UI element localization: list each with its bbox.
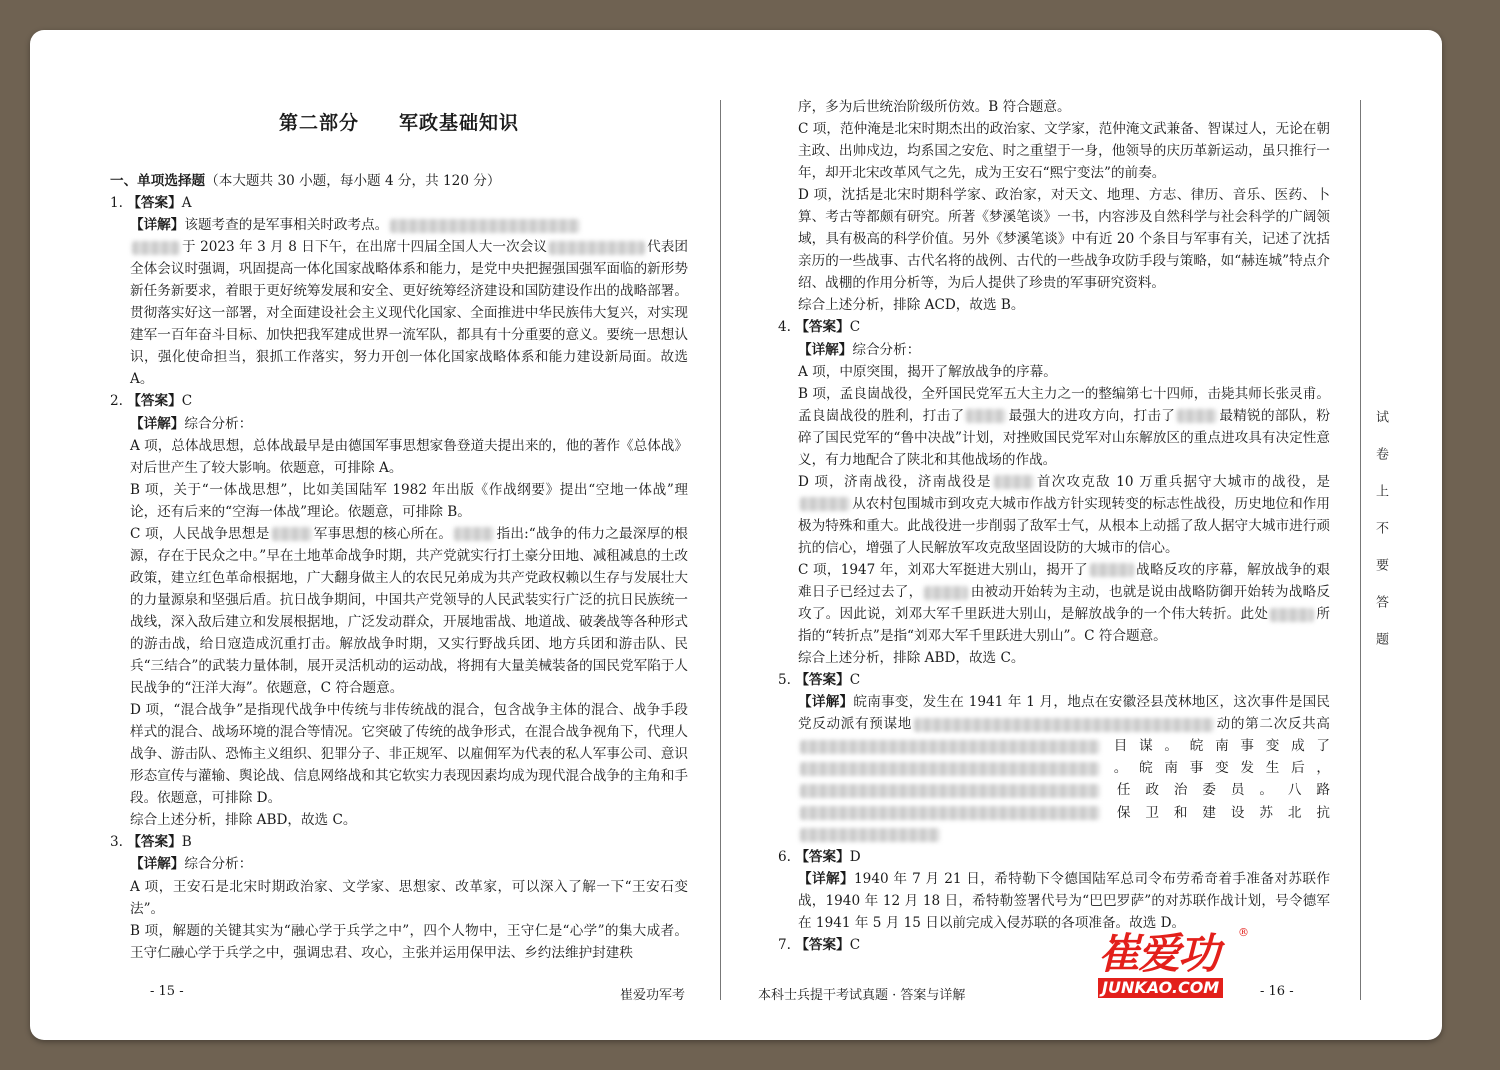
q3-option-d: D 项，沈括是北宋时期科学家、政治家，对天文、地理、方志、律历、音乐、医药、卜算、考古等都颇有研究。所著《梦溪笔谈》一书，内容涉及自然科学与社会科学的广阔领域，具有极高的科学价值。另外《梦溪笔谈》中有近 20 个条目与军事有关，记述了沈括亲历的一些战事、古代名将的战例、古代的一些战争攻防手段与策略，如“赫连城”特点介绍、战棚的作用分析等，为后人提供了珍贵的军事研究资料。 <box>798 187 1330 292</box>
right-footer-title: 本科士兵提干考试真题 · 答案与详解 <box>758 988 966 1003</box>
left-footer-brand: 崔爱功军考 <box>620 988 686 1003</box>
q4-detail <box>778 339 1330 361</box>
detail-label: 【详解】 <box>130 415 185 432</box>
answer-label: 【答案】 <box>795 672 850 689</box>
q4-d-part3: 从农村包围城市到攻克大城市作战方针实现转变的标志性战役，历史地位和作用极为特殊和重大。此战役进一步削弱了敌军士气，从根本上动摇了敌人据守大城市进行顽抗的信心，增强了人民解放军攻克敌坚固设防的大城市的信心。 <box>798 495 1330 556</box>
right-page <box>778 96 1330 956</box>
q2-option-c <box>110 523 688 699</box>
redacted-text <box>800 784 1100 798</box>
q2-c-part2: 军事思想的核心所在。 <box>313 525 453 542</box>
q4-summary: 综合上述分析，排除 ABD，故选 C。 <box>798 650 1025 667</box>
redacted-text <box>800 762 1100 776</box>
q4-c-part2: 战略反攻的序幕，解放战争的艰难日子已经过去了， <box>798 561 1331 601</box>
q5-answer-line <box>778 669 1330 691</box>
left-page-number: - 15 - <box>150 984 184 999</box>
q4-b-part2: 最强大的进攻方向，打击了 <box>1008 407 1176 424</box>
section-title-text: 一、单项选择题 <box>110 173 206 189</box>
q2-detail-text: 综合分析： <box>184 415 253 432</box>
left-page <box>110 170 688 964</box>
q4-d-part1: D 项，济南战役，济南战役是 <box>798 473 992 490</box>
q6-detail <box>778 868 1330 934</box>
answer-label: 【答案】 <box>127 834 182 851</box>
q5-answer: C <box>849 672 861 689</box>
redacted-text <box>132 241 180 255</box>
detail-label: 【详解】 <box>130 856 185 873</box>
redacted-text <box>549 241 645 255</box>
q1-answer-line <box>110 192 688 214</box>
q4-b-part1: B 项，孟良崮战役，全歼国民党军五大主力之一的整编第七十四师，击毙其师长张灵甫。孟良崮战役的胜利，打击了 <box>798 385 1330 424</box>
redacted-text <box>914 718 1214 732</box>
q2-number: 2. <box>110 393 123 410</box>
q5-part2: 动的第二次反共高 <box>1216 716 1330 733</box>
q3-answer: B <box>181 834 192 851</box>
q3-option-a: A 项，王安石是北宋时期政治家、文学家、思想家、改革家，可以深入了解一下“王安石变法”。 <box>130 878 688 917</box>
brand-logo <box>1098 926 1249 1010</box>
answer-label: 【答案】 <box>795 936 850 953</box>
q5-part6: 保卫和建设苏北抗 <box>1102 804 1330 821</box>
q3-option-c: C 项，范仲淹是北宋时期杰出的政治家、文学家，范仲淹文武兼备、智谋过人，无论在朝主政、出帅戍边，均系国之安危、时之重望于一身，他领导的庆历革新运动，虽只推行一年，却开北宋改革风气之先，成为王安石“熙宁变法”的前奏。 <box>798 121 1330 182</box>
detail-label: 【详解】 <box>130 217 185 234</box>
part-heading: 第二部分 军政基础知识 <box>278 112 519 134</box>
q6-number: 6. <box>778 848 791 865</box>
q6-detail-text: 1940 年 7 月 21 日，希特勒下令德国陆军总司令布劳希奇着手准备对苏联作战，1940 年 12 月 18 日，希特勒签署代号为“巴巴罗萨”的对苏联作战计划，号令德军在 1941 年 5 月 15 日以前完成入侵苏联的各项准备。故选 D。 <box>798 870 1330 931</box>
q7-number: 7. <box>778 936 791 953</box>
q3-detail-text: 综合分析： <box>184 856 253 873</box>
q5-part1: 皖南事变，发生在 1941 年 1 月，地点在安徽泾县茂林地区，这次事件是国民党反动派有预谋地 <box>798 694 1331 733</box>
q1-answer: A <box>181 195 192 212</box>
q2-c-part1: C 项，人民战争思想是 <box>130 525 270 542</box>
q4-detail-text: 综合分析： <box>852 341 921 358</box>
q4-c-part4: 所指的“转折点”是指“刘邓大军千里跃进大别山”。C 符合题意。 <box>798 606 1331 645</box>
q4-option-a: A 项，中原突围，揭开了解放战争的序幕。 <box>798 363 1057 380</box>
answer-label: 【答案】 <box>127 195 182 212</box>
q4-answer: C <box>849 319 861 336</box>
q4-option-b <box>778 383 1330 471</box>
section-title <box>110 170 688 192</box>
q3-option-b: B 项，解题的关键其实为“融心学于兵学之中”，四个人物中，王守仁是“心学”的集大成者。王守仁融心学于兵学之中，强调忠君、攻心，主张并运用保甲法、乡约法维护封建秩 <box>130 922 688 961</box>
q2-option-a: A 项，总体战思想，总体战最早是由德国军事思想家鲁登道夫提出来的，他的著作《总体战》对后世产生了较大影响。依题意，可排除 A。 <box>130 437 688 476</box>
q4-number: 4. <box>778 319 791 336</box>
q1-line-1: 于 2023 年 3 月 8 日下午，在出席十四届全国人大一次会议 <box>182 239 548 256</box>
redacted-text <box>390 219 580 233</box>
binding-note: 试卷上不要答题 <box>1373 410 1388 669</box>
answer-label: 【答案】 <box>795 848 850 865</box>
q4-answer-line <box>778 316 1330 338</box>
q1-line-2: 代表团全体会议时强调，巩固提高一体化国家战略体系和能力，是党中央把握强国强军面临的新形势新任务新要求，着眼于更好统筹发展和安全、更好统筹经济建设和国防建设作出的战略部署。贯彻落实好这一部署，对全面建设社会主义现代化国家、全面推进中华民族伟大复兴，对实现建军一百年奋斗目标、加快把我军建成世界一流军队，都具有十分重要的意义。要统一思想认识，强化使命担当，狠抓工作落实，努力开创一体化国家战略体系和能力建设新局面。故选 A。 <box>130 239 688 388</box>
q5-part4: 。皖南事变发生后， <box>1102 760 1330 777</box>
redacted-text <box>800 806 1100 820</box>
redacted-text <box>966 409 1006 423</box>
q4-b-part3: 最精锐的部队，粉碎了国民党军的“鲁中决战”计划，对挫败国民党军对山东解放区的重点进攻具有决定性意义，有力地配合了陕北和其他战场的作战。 <box>798 407 1331 468</box>
q6-answer: D <box>849 848 861 865</box>
q3-detail <box>110 853 688 875</box>
redacted-text <box>272 527 312 541</box>
section-note: （本大题共 30 小题，每小题 4 分，共 120 分） <box>205 173 501 189</box>
q4-c-part3: 由被动开始转为主动，也就是说由战略防御开始转为战略反攻了。因此说，刘邓大军千里跃进大别山，是解放战争的一个伟大转折。此处 <box>798 584 1331 623</box>
q3-continuation: 序，多为后世统治阶级所仿效。B 符合题意。 <box>798 99 1071 115</box>
q5-detail <box>778 691 1330 845</box>
q4-option-d <box>778 471 1330 559</box>
redacted-text <box>1177 409 1217 423</box>
q5-number: 5. <box>778 672 791 689</box>
q2-detail <box>110 413 688 435</box>
q2-c-part3: 指出:“战争的伟力之最深厚的根源，存在于民众之中。”早在土地革命战争时期，共产党就实行打土豪分田地、减租减息的土改政策，建立红色革命根据地，广大翻身做主人的农民兄弟成为共产党政权赖以生存与发展壮大的力量源泉和坚强后盾。抗日战争期间，中国共产党领导的人民武装实行广泛的抗日民族统一战线，深入敌后建立和发展根据地，广泛发动群众，开展地雷战、地道战、破袭战等各种形式的游击战，给日寇造成沉重打击。解放战争时期，又实行野战兵团、地方兵团和游击队、民兵“三结合”的武装力量体制，展开灵活机动的运动战，将拥有大量美械装备的国民党军陷于人民战争的“汪洋大海”。依题意，C 符合题意。 <box>130 525 688 697</box>
registered-mark: ® <box>1238 926 1249 939</box>
q1-detail-text: 该题考查的是军事相关时政考点。 <box>184 217 389 234</box>
q4-option-c <box>778 559 1330 647</box>
logo-chinese: 崔爱功 <box>1098 929 1219 978</box>
q2-option-d: D 项，“混合战争”是指现代战争中传统与非传统战的混合，包含战争主体的混合、战争手段样式的混合、战场环境的混合等情况。它突破了传统的战争形式，在混合战争视角下，代理人战争、游击队、恐怖主义组织、犯罪分子、非正规军、以雇佣军为代表的私人军事公司、意识形态宣传与灌输、舆论战、信息网络战和其它软实力表现因素均成为现代混合战争的主角和手段。依题意，可排除 D。 <box>130 702 688 807</box>
q3-number: 3. <box>110 834 123 851</box>
q6-answer-line <box>778 846 1330 868</box>
page-divider <box>720 100 721 1000</box>
q1-detail <box>110 214 688 236</box>
q7-answer: C <box>849 936 861 953</box>
detail-label: 【详解】 <box>798 694 854 711</box>
q5-part3: 目谋。皖南事变成了 <box>1102 738 1330 755</box>
redacted-text <box>924 586 968 600</box>
q2-answer: C <box>181 393 193 410</box>
q3-answer-line <box>110 831 688 853</box>
q3-summary: 综合上述分析，排除 ACD，故选 B。 <box>798 297 1025 314</box>
q4-d-part2: 首次攻克敌 10 万重兵据守大城市的战役，是 <box>1035 473 1330 490</box>
right-page-number: - 16 - <box>1260 984 1294 999</box>
q1-number: 1. <box>110 195 123 212</box>
redacted-text <box>800 497 850 511</box>
detail-label: 【详解】 <box>798 870 855 887</box>
logo-english: JUNKAO.COM <box>1098 978 1223 998</box>
q1-body <box>110 236 688 390</box>
q2-summary: 综合上述分析，排除 ABD，故选 C。 <box>130 812 357 829</box>
redacted-text <box>800 828 940 842</box>
redacted-text <box>800 740 1100 754</box>
exam-answer-spread <box>30 30 1442 1040</box>
redacted-text <box>994 475 1034 489</box>
q5-part5: 任政治委员。八路 <box>1102 782 1330 799</box>
q4-c-part1: C 项，1947 年，刘邓大军挺进大别山，揭开了 <box>798 561 1088 578</box>
q2-option-b: B 项，关于“一体战思想”，比如美国陆军 1982 年出版《作战纲要》提出“空地一体战”理论，还有后来的“空海一体战”理论。依题意，可排除 B。 <box>130 481 688 520</box>
answer-label: 【答案】 <box>127 393 182 410</box>
q2-answer-line <box>110 390 688 412</box>
redacted-text <box>1270 608 1314 622</box>
answer-label: 【答案】 <box>795 319 850 336</box>
redacted-text <box>1090 563 1134 577</box>
binding-rule <box>1360 100 1361 1000</box>
redacted-text <box>454 527 494 541</box>
detail-label: 【详解】 <box>798 341 853 358</box>
